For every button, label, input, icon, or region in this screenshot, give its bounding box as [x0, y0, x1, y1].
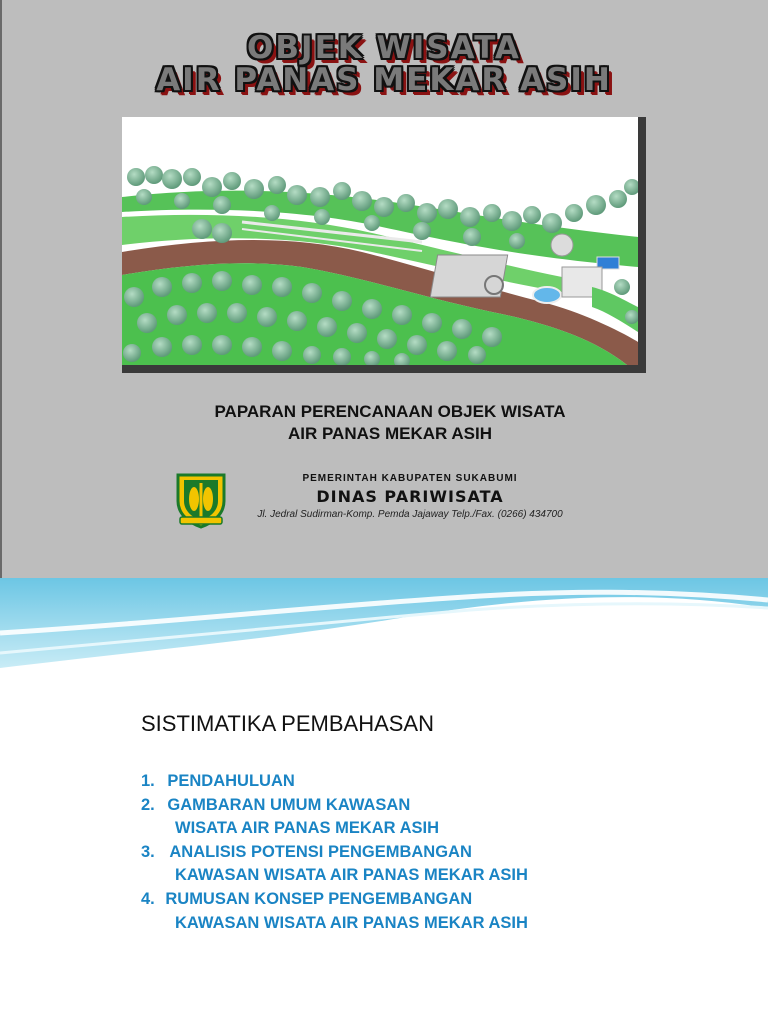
item-continuation: KAWASAN WISATA AIR PANAS MEKAR ASIH	[175, 913, 528, 932]
item-text: GAMBARAN UMUM KAWASAN	[167, 795, 411, 814]
department-address: Jl. Jedral Sudirman-Komp. Pemda Jajaway Telp./Fax. (0266) 434700	[257, 509, 563, 520]
item-number: 3.	[141, 842, 155, 861]
title-line-2: AIR PANAS MEKAR ASIH	[156, 62, 612, 98]
title-line-1: OBJEK WISATA	[247, 30, 521, 66]
agency-name: PEMERINTAH KABUPATEN SUKABUMI	[302, 473, 518, 484]
item-number: 4.	[141, 889, 155, 908]
header-wave	[0, 578, 768, 678]
department-name: DINAS PARIWISATA	[316, 487, 504, 506]
item-number: 1.	[141, 772, 155, 790]
list-item	[141, 794, 528, 818]
item-text: ANALISIS POTENSI PENGEMBANGAN	[169, 842, 472, 861]
list-item	[141, 770, 528, 794]
list-item	[141, 888, 528, 912]
presentation-subtitle-2: AIR PANAS MEKAR ASIH	[287, 424, 492, 443]
item-number: 2.	[141, 795, 155, 814]
presentation-subtitle-1: PAPARAN PERENCANAAN OBJEK WISATA	[214, 402, 566, 421]
aerial-site-render	[122, 117, 646, 373]
item-continuation: WISATA AIR PANAS MEKAR ASIH	[175, 819, 439, 838]
slide-agenda	[0, 578, 768, 1024]
list-item	[141, 841, 528, 865]
item-text: RUMUSAN KONSEP PENGEMBANGAN	[165, 889, 473, 908]
item-continuation: KAWASAN WISATA AIR PANAS MEKAR ASIH	[175, 866, 528, 885]
agenda-heading: SISTIMATIKA PEMBAHASAN	[141, 711, 434, 736]
agenda-list	[141, 770, 528, 935]
sukabumi-emblem-icon	[172, 471, 230, 529]
item-text: PENDAHULUAN	[167, 772, 295, 790]
